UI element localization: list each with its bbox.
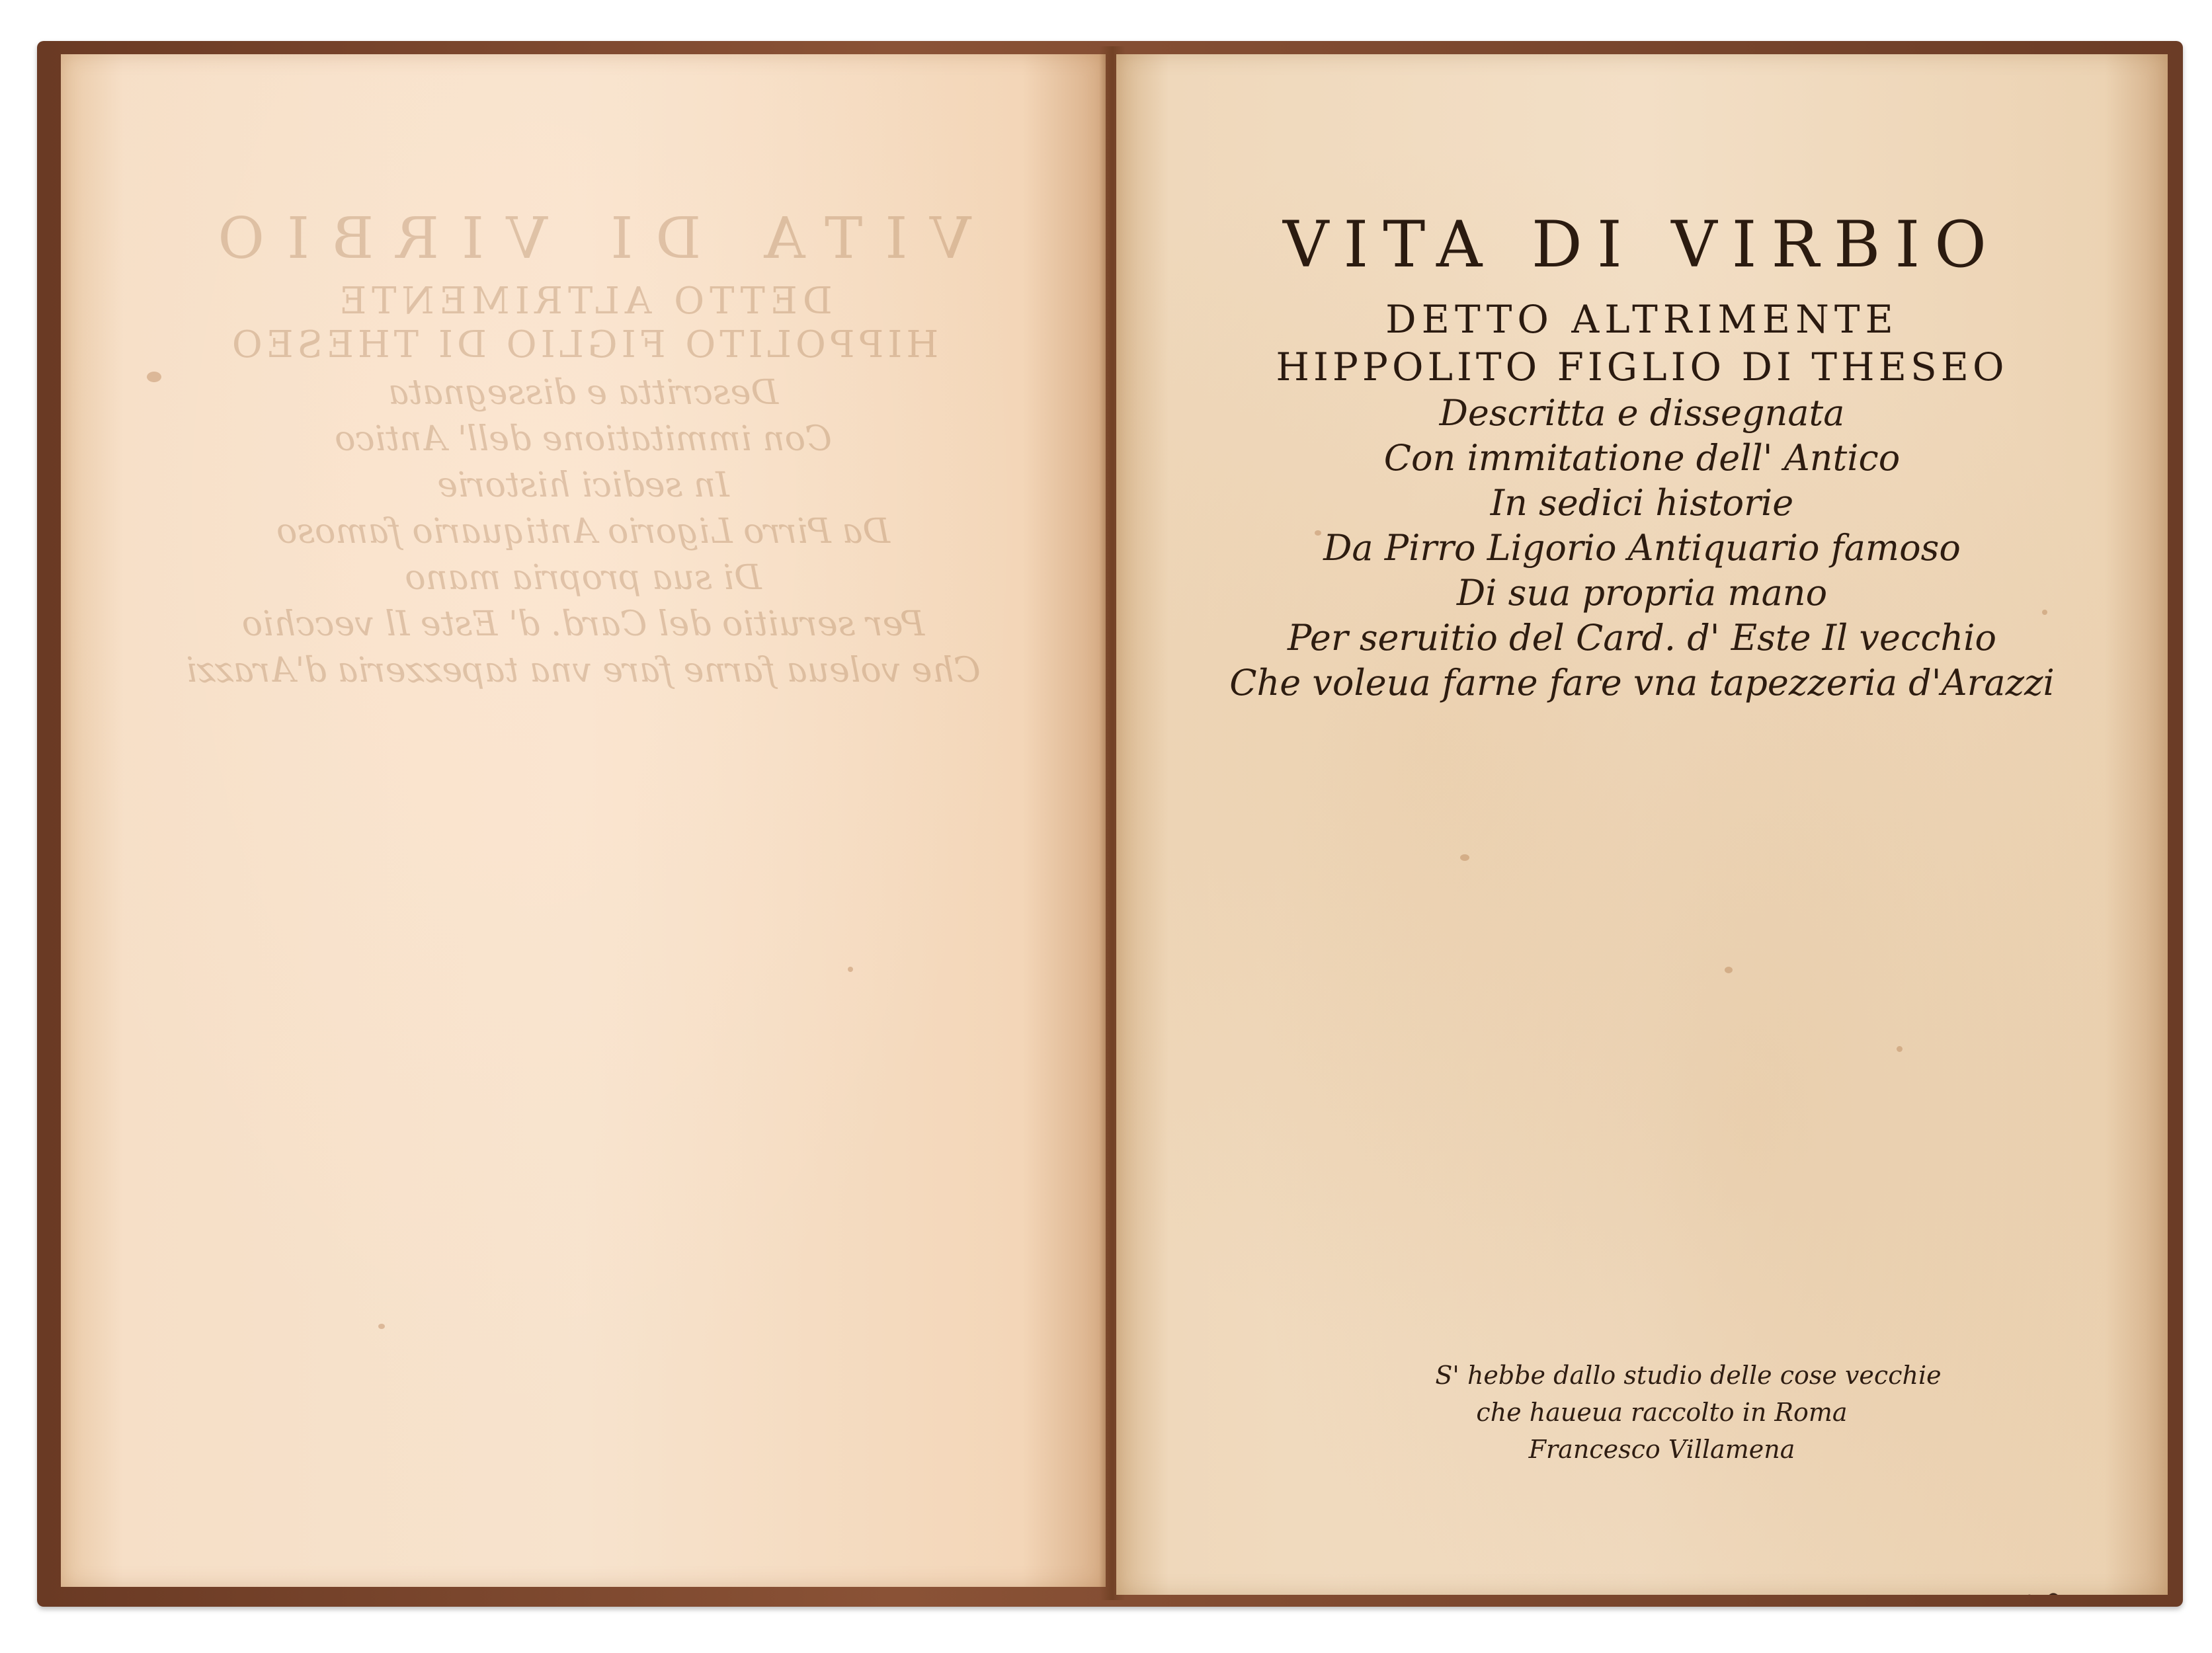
main-title: VITA DI VIRBIO	[1283, 208, 2001, 282]
title-block	[1116, 153, 2168, 704]
title-line: Di sua propria mano	[1456, 572, 1828, 614]
title-line: Da Pirro Ligorio Antiquario famoso	[1323, 527, 1961, 569]
show-through-line: Di sua propria mano	[405, 558, 762, 598]
title-line: Con immitatione dell' Antico	[1383, 437, 1901, 479]
paper-stain	[2042, 610, 2047, 615]
paper-stain	[848, 967, 853, 972]
paper-stain	[147, 372, 161, 382]
subtitle-line-1: DETTO ALTRIMENTE	[1385, 297, 1899, 342]
paper-stain	[1725, 967, 1733, 973]
imprint-line: Francesco Villamena	[1528, 1435, 1795, 1464]
imprint-line: S' hebbe dallo studio delle cose vecchie	[1435, 1361, 1942, 1390]
show-through-line: Descritta e dissegnata	[388, 373, 779, 413]
show-through-subtitle-1: DETTO ALTRIMENTE	[334, 280, 833, 323]
title-line: Che voleua farne fare vna tapezzeria d'Arazzi	[1229, 662, 2055, 704]
title-line: Descritta e dissegnata	[1439, 392, 1845, 434]
left-page	[61, 54, 1106, 1587]
imprint-line: che haueua raccolto in Roma	[1476, 1398, 1848, 1427]
title-page	[1116, 54, 2168, 1595]
show-through-title: VITA DI VIRBIO	[195, 206, 971, 272]
paper-stain	[1897, 1046, 1903, 1052]
show-through-text	[61, 147, 1106, 688]
imprint-block	[1116, 1357, 2168, 1468]
paper-stain	[1460, 854, 1469, 861]
show-through-line: Per seruitio del Card. d' Este Il vecchio	[241, 604, 925, 644]
title-line: In sedici historie	[1490, 482, 1794, 524]
subtitle-line-2: HIPPOLITO FIGLIO DI THESEO	[1276, 344, 2008, 389]
paper-stain	[378, 1324, 385, 1329]
show-through-line: In sedici historie	[437, 465, 729, 505]
show-through-subtitle-2: HIPPOLITO FIGLIO DI THESEO	[227, 323, 939, 366]
show-through-line: Che voleua farne fare vna tapezzeria d'Arazzi	[186, 651, 981, 690]
show-through-line: Da Pirro Ligorio Antiquario famoso	[276, 512, 891, 551]
show-through-line: Con immitatione dell' Antico	[335, 419, 832, 459]
paper-stain	[1315, 530, 1321, 536]
title-line: Per seruitio del Card. d' Este Il vecchio	[1287, 617, 1996, 659]
handwritten-signature	[1956, 1575, 2102, 1595]
